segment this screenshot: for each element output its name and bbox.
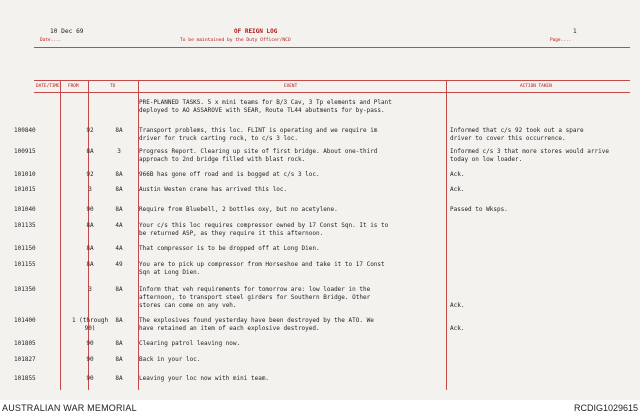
row-from: 8A xyxy=(86,261,94,268)
row-to: 8A xyxy=(115,340,123,347)
row-from: 8A xyxy=(86,222,94,229)
row-from: 3 xyxy=(88,186,92,193)
row-action: Ack. xyxy=(450,186,465,193)
row-time: 101400 xyxy=(14,317,36,324)
row-to: 8A xyxy=(115,375,123,382)
row-to: 49 xyxy=(115,261,123,268)
col-header-to: TO xyxy=(110,84,116,89)
row-event: That compressor is to be dropped off at Long Dien. xyxy=(139,245,320,252)
row-to: 4A xyxy=(115,245,123,252)
col-header-from: FROM xyxy=(68,84,79,89)
row-action: Ack. xyxy=(450,171,465,178)
row-from: 92 xyxy=(86,127,94,134)
row-event: 966B has gone off road and is bogged at c/s 3 loc. xyxy=(139,171,320,178)
row-from: 8A xyxy=(86,245,94,252)
row-action: Informed c/s 3 that more stores would arrive today on low loader. xyxy=(450,148,609,163)
page-label: Page.... xyxy=(550,38,572,43)
row-event: Your c/s this loc requires compressor owned by 17 Const Sqn. It is to be returned ASP, as they require it this afternoon. xyxy=(139,222,389,237)
header-rule xyxy=(34,47,630,48)
table-top-rule xyxy=(34,80,630,81)
row-to: 3 xyxy=(117,148,121,155)
row-event: Austin Westen crane has arrived this loc. xyxy=(139,186,288,193)
footer-credit: AUSTRALIAN WAR MEMORIAL xyxy=(2,403,137,413)
col-header-time: DATE/TIME xyxy=(36,84,60,89)
row-to: 8A xyxy=(115,186,123,193)
row-time: 101150 xyxy=(14,245,36,252)
row-event: Clearing patrol leaving now. xyxy=(139,340,241,347)
row-to: 8A xyxy=(115,356,123,363)
log-title: OF REIGN LOG xyxy=(234,28,278,35)
row-to: 8A xyxy=(115,206,123,213)
row-from: 3 xyxy=(88,286,92,293)
row-event: Leaving your loc now with mini team. xyxy=(139,375,270,382)
footer xyxy=(0,400,640,416)
row-to: 8A xyxy=(115,317,123,324)
row-to: 8A xyxy=(115,286,123,293)
row-from: 90 xyxy=(86,206,94,213)
column-header-rule xyxy=(34,92,630,93)
log-subtitle: To be maintained by the Duty Officer/NCO xyxy=(180,38,291,43)
col-header-event: EVENT xyxy=(284,84,298,89)
row-event: The explosives found yesterday have been destroyed by the ATO. We have retained an item of each explosive destroyed. xyxy=(139,317,374,332)
row-from: 90 xyxy=(86,340,94,347)
row-to: 4A xyxy=(115,222,123,229)
row-from: 90 xyxy=(86,375,94,382)
row-action: Ack. xyxy=(450,325,465,332)
row-from: 92 xyxy=(86,171,94,178)
row-event: Transport problems, this loc. FLINT is operating and we require im driver for truck carting rock, to c/s 3 loc. xyxy=(139,127,378,142)
row-time: 100840 xyxy=(14,127,36,134)
row-time: 101010 xyxy=(14,171,36,178)
row-from: 90 xyxy=(86,356,94,363)
row-time: 101827 xyxy=(14,356,36,363)
row-to: 8A xyxy=(115,171,123,178)
row-time: 100915 xyxy=(14,148,36,155)
row-time: 101135 xyxy=(14,222,36,229)
row-event: PRE-PLANNED TASKS. 5 x mini teams for B/3 Cav, 3 Tp elements and Plant deployed to AO ASSAROVE with SEAR, Route TL44 abutments for by-pass. xyxy=(139,99,392,114)
row-event: Inform that veh requirements for tomorrow are: low loader in the afternoon, to transport steel girders for Southern Bridge. Other stores can come on any veh. xyxy=(139,286,371,309)
row-time: 101350 xyxy=(14,286,36,293)
row-action: Informed that c/s 92 took out a spare driver to cover this occurrence. xyxy=(450,127,584,142)
page-number: 1 xyxy=(573,28,577,35)
row-time: 101855 xyxy=(14,375,36,382)
row-event: Progress Report. Clearing up site of first bridge. About one-third approach to 2nd bridge filled with blast rock. xyxy=(139,148,378,163)
row-time: 101015 xyxy=(14,186,36,193)
col-header-action: ACTION TAKEN xyxy=(520,84,552,89)
row-event: You are to pick up compressor from Horseshoe and take it to 17 Const Sqn at Long Dien. xyxy=(139,261,385,276)
row-action: Passed to Wksps. xyxy=(450,206,508,213)
footer-reference: RCDIG1029615 xyxy=(573,403,638,413)
row-time: 101040 xyxy=(14,206,36,213)
log-date: 10 Dec 69 xyxy=(50,28,84,35)
row-from: 8A xyxy=(86,148,94,155)
column-divider xyxy=(446,80,447,390)
row-action: Ack. xyxy=(450,302,465,309)
row-event: Require from Bluebell, 2 bottles oxy, but no acetylene. xyxy=(139,206,338,213)
row-from: 1 (through 90) xyxy=(71,317,109,332)
row-event: Back in your loc. xyxy=(139,356,201,363)
row-time: 101805 xyxy=(14,340,36,347)
row-to: 8A xyxy=(115,127,123,134)
row-time: 101155 xyxy=(14,261,36,268)
date-label: Date.... xyxy=(40,38,62,43)
